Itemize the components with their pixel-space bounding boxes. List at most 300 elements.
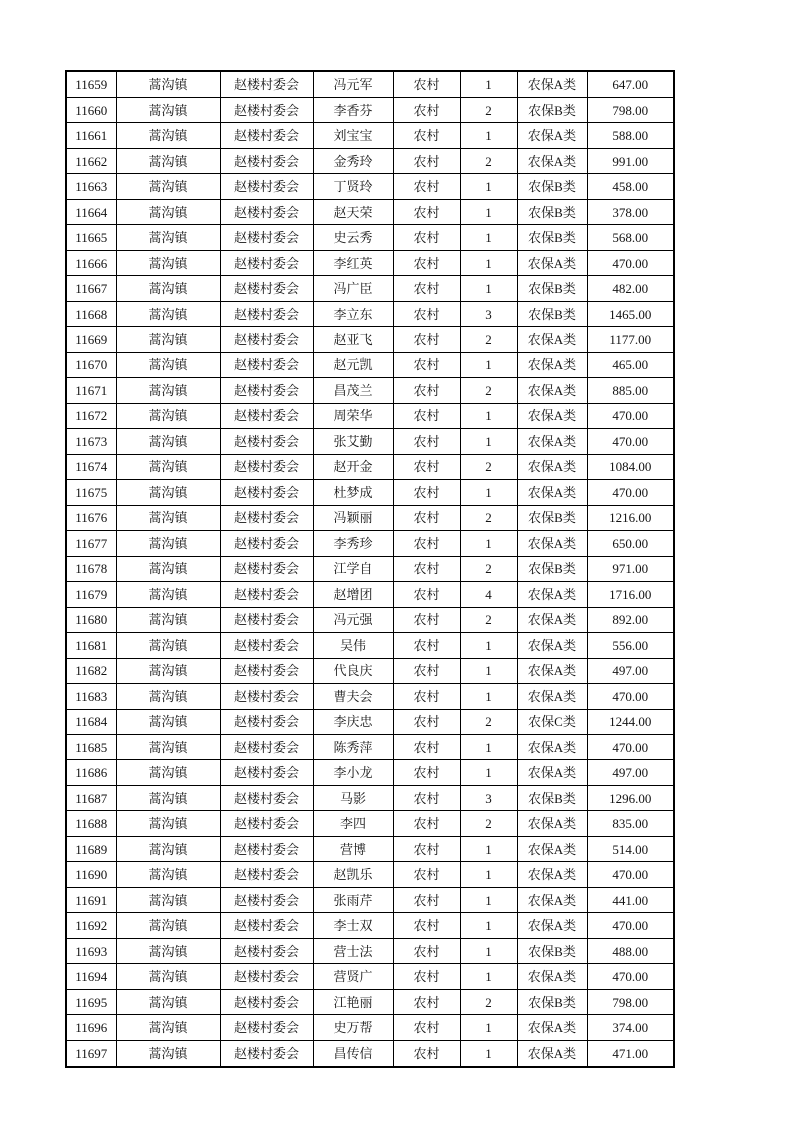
table-row [66, 684, 674, 709]
residence-type-cell: 农村 [393, 301, 460, 326]
person-count-cell: 1 [460, 684, 517, 709]
town-cell: 蒿沟镇 [116, 403, 220, 428]
pension-table [65, 70, 675, 1068]
record-id-cell: 11672 [66, 403, 116, 428]
insurance-category-cell: 农保A类 [517, 352, 587, 377]
person-count-cell: 3 [460, 785, 517, 810]
person-count-cell: 1 [460, 887, 517, 912]
amount-cell: 991.00 [587, 148, 674, 173]
person-name-cell: 赵增团 [313, 582, 393, 607]
residence-type-cell: 农村 [393, 148, 460, 173]
amount-cell: 497.00 [587, 760, 674, 785]
village-committee-cell: 赵楼村委会 [220, 378, 313, 403]
record-id-cell: 11684 [66, 709, 116, 734]
record-id-cell: 11683 [66, 684, 116, 709]
residence-type-cell: 农村 [393, 531, 460, 556]
record-id-cell: 11693 [66, 938, 116, 963]
amount-cell: 470.00 [587, 964, 674, 989]
town-cell: 蒿沟镇 [116, 862, 220, 887]
person-count-cell: 1 [460, 531, 517, 556]
insurance-category-cell: 农保A类 [517, 582, 587, 607]
record-id-cell: 11667 [66, 276, 116, 301]
record-id-cell: 11689 [66, 836, 116, 861]
village-committee-cell: 赵楼村委会 [220, 1015, 313, 1040]
town-cell: 蒿沟镇 [116, 123, 220, 148]
table-row [66, 174, 674, 199]
table-row [66, 913, 674, 938]
table-row [66, 1015, 674, 1040]
person-name-cell: 赵天荣 [313, 199, 393, 224]
village-committee-cell: 赵楼村委会 [220, 174, 313, 199]
table-row [66, 607, 674, 632]
table-row [66, 276, 674, 301]
amount-cell: 647.00 [587, 71, 674, 97]
residence-type-cell: 农村 [393, 887, 460, 912]
amount-cell: 1296.00 [587, 785, 674, 810]
record-id-cell: 11671 [66, 378, 116, 403]
town-cell: 蒿沟镇 [116, 429, 220, 454]
town-cell: 蒿沟镇 [116, 352, 220, 377]
insurance-category-cell: 农保A类 [517, 658, 587, 683]
person-count-cell: 2 [460, 505, 517, 530]
person-name-cell: 杜梦成 [313, 480, 393, 505]
person-count-cell: 1 [460, 199, 517, 224]
town-cell: 蒿沟镇 [116, 964, 220, 989]
insurance-category-cell: 农保A类 [517, 480, 587, 505]
person-count-cell: 1 [460, 250, 517, 275]
town-cell: 蒿沟镇 [116, 811, 220, 836]
residence-type-cell: 农村 [393, 1015, 460, 1040]
record-id-cell: 11678 [66, 556, 116, 581]
insurance-category-cell: 农保A类 [517, 403, 587, 428]
person-count-cell: 2 [460, 454, 517, 479]
person-count-cell: 2 [460, 556, 517, 581]
table-row [66, 123, 674, 148]
residence-type-cell: 农村 [393, 454, 460, 479]
insurance-category-cell: 农保B类 [517, 97, 587, 122]
amount-cell: 470.00 [587, 480, 674, 505]
table-row [66, 378, 674, 403]
amount-cell: 470.00 [587, 913, 674, 938]
amount-cell: 470.00 [587, 429, 674, 454]
person-name-cell: 江艳丽 [313, 989, 393, 1014]
table-row [66, 505, 674, 530]
record-id-cell: 11682 [66, 658, 116, 683]
residence-type-cell: 农村 [393, 964, 460, 989]
village-committee-cell: 赵楼村委会 [220, 556, 313, 581]
residence-type-cell: 农村 [393, 709, 460, 734]
village-committee-cell: 赵楼村委会 [220, 989, 313, 1014]
person-count-cell: 1 [460, 71, 517, 97]
person-count-cell: 2 [460, 607, 517, 632]
amount-cell: 470.00 [587, 250, 674, 275]
insurance-category-cell: 农保A类 [517, 429, 587, 454]
table-row [66, 785, 674, 810]
village-committee-cell: 赵楼村委会 [220, 429, 313, 454]
record-id-cell: 11662 [66, 148, 116, 173]
person-count-cell: 1 [460, 1015, 517, 1040]
amount-cell: 650.00 [587, 531, 674, 556]
insurance-category-cell: 农保A类 [517, 887, 587, 912]
record-id-cell: 11664 [66, 199, 116, 224]
amount-cell: 1177.00 [587, 327, 674, 352]
town-cell: 蒿沟镇 [116, 582, 220, 607]
insurance-category-cell: 农保B类 [517, 225, 587, 250]
village-committee-cell: 赵楼村委会 [220, 454, 313, 479]
town-cell: 蒿沟镇 [116, 785, 220, 810]
person-name-cell: 李士双 [313, 913, 393, 938]
village-committee-cell: 赵楼村委会 [220, 1040, 313, 1067]
person-count-cell: 1 [460, 938, 517, 963]
village-committee-cell: 赵楼村委会 [220, 123, 313, 148]
record-id-cell: 11665 [66, 225, 116, 250]
residence-type-cell: 农村 [393, 378, 460, 403]
village-committee-cell: 赵楼村委会 [220, 785, 313, 810]
insurance-category-cell: 农保B类 [517, 938, 587, 963]
insurance-category-cell: 农保A类 [517, 836, 587, 861]
table-row [66, 989, 674, 1014]
person-count-cell: 2 [460, 148, 517, 173]
amount-cell: 458.00 [587, 174, 674, 199]
record-id-cell: 11677 [66, 531, 116, 556]
person-name-cell: 史云秀 [313, 225, 393, 250]
village-committee-cell: 赵楼村委会 [220, 250, 313, 275]
person-count-cell: 1 [460, 633, 517, 658]
residence-type-cell: 农村 [393, 811, 460, 836]
person-name-cell: 冯广臣 [313, 276, 393, 301]
amount-cell: 470.00 [587, 403, 674, 428]
residence-type-cell: 农村 [393, 429, 460, 454]
residence-type-cell: 农村 [393, 352, 460, 377]
town-cell: 蒿沟镇 [116, 633, 220, 658]
town-cell: 蒿沟镇 [116, 760, 220, 785]
person-name-cell: 李庆忠 [313, 709, 393, 734]
person-name-cell: 李小龙 [313, 760, 393, 785]
village-committee-cell: 赵楼村委会 [220, 352, 313, 377]
town-cell: 蒿沟镇 [116, 531, 220, 556]
record-id-cell: 11686 [66, 760, 116, 785]
person-name-cell: 营贤广 [313, 964, 393, 989]
town-cell: 蒿沟镇 [116, 989, 220, 1014]
table-row [66, 148, 674, 173]
table-row [66, 199, 674, 224]
town-cell: 蒿沟镇 [116, 378, 220, 403]
record-id-cell: 11674 [66, 454, 116, 479]
village-committee-cell: 赵楼村委会 [220, 760, 313, 785]
person-name-cell: 周荣华 [313, 403, 393, 428]
person-name-cell: 代良庆 [313, 658, 393, 683]
residence-type-cell: 农村 [393, 480, 460, 505]
town-cell: 蒿沟镇 [116, 174, 220, 199]
person-count-cell: 1 [460, 225, 517, 250]
insurance-category-cell: 农保A类 [517, 964, 587, 989]
person-count-cell: 4 [460, 582, 517, 607]
table-row [66, 71, 674, 97]
record-id-cell: 11680 [66, 607, 116, 632]
insurance-category-cell: 农保A类 [517, 71, 587, 97]
person-name-cell: 营博 [313, 836, 393, 861]
table-row [66, 97, 674, 122]
residence-type-cell: 农村 [393, 199, 460, 224]
record-id-cell: 11694 [66, 964, 116, 989]
insurance-category-cell: 农保A类 [517, 607, 587, 632]
record-id-cell: 11687 [66, 785, 116, 810]
village-committee-cell: 赵楼村委会 [220, 684, 313, 709]
amount-cell: 441.00 [587, 887, 674, 912]
record-id-cell: 11670 [66, 352, 116, 377]
table-row [66, 1040, 674, 1067]
record-id-cell: 11675 [66, 480, 116, 505]
record-id-cell: 11696 [66, 1015, 116, 1040]
amount-cell: 488.00 [587, 938, 674, 963]
village-committee-cell: 赵楼村委会 [220, 276, 313, 301]
table-row [66, 735, 674, 760]
person-name-cell: 昌传信 [313, 1040, 393, 1067]
amount-cell: 885.00 [587, 378, 674, 403]
town-cell: 蒿沟镇 [116, 836, 220, 861]
village-committee-cell: 赵楼村委会 [220, 403, 313, 428]
table-row [66, 250, 674, 275]
person-name-cell: 冯颖丽 [313, 505, 393, 530]
town-cell: 蒿沟镇 [116, 556, 220, 581]
table-row [66, 811, 674, 836]
residence-type-cell: 农村 [393, 71, 460, 97]
amount-cell: 465.00 [587, 352, 674, 377]
town-cell: 蒿沟镇 [116, 276, 220, 301]
amount-cell: 470.00 [587, 684, 674, 709]
insurance-category-cell: 农保A类 [517, 378, 587, 403]
residence-type-cell: 农村 [393, 862, 460, 887]
amount-cell: 835.00 [587, 811, 674, 836]
person-name-cell: 丁贤玲 [313, 174, 393, 199]
insurance-category-cell: 农保A类 [517, 862, 587, 887]
person-name-cell: 史万帮 [313, 1015, 393, 1040]
village-committee-cell: 赵楼村委会 [220, 811, 313, 836]
residence-type-cell: 农村 [393, 735, 460, 760]
table-row [66, 352, 674, 377]
residence-type-cell: 农村 [393, 327, 460, 352]
amount-cell: 497.00 [587, 658, 674, 683]
amount-cell: 471.00 [587, 1040, 674, 1067]
table-row [66, 480, 674, 505]
town-cell: 蒿沟镇 [116, 887, 220, 912]
residence-type-cell: 农村 [393, 684, 460, 709]
insurance-category-cell: 农保A类 [517, 1015, 587, 1040]
residence-type-cell: 农村 [393, 938, 460, 963]
insurance-category-cell: 农保B类 [517, 174, 587, 199]
residence-type-cell: 农村 [393, 250, 460, 275]
town-cell: 蒿沟镇 [116, 1015, 220, 1040]
record-id-cell: 11685 [66, 735, 116, 760]
village-committee-cell: 赵楼村委会 [220, 607, 313, 632]
person-name-cell: 昌茂兰 [313, 378, 393, 403]
residence-type-cell: 农村 [393, 97, 460, 122]
amount-cell: 1465.00 [587, 301, 674, 326]
village-committee-cell: 赵楼村委会 [220, 531, 313, 556]
town-cell: 蒿沟镇 [116, 607, 220, 632]
record-id-cell: 11661 [66, 123, 116, 148]
person-name-cell: 马影 [313, 785, 393, 810]
table-row [66, 403, 674, 428]
record-id-cell: 11681 [66, 633, 116, 658]
record-id-cell: 11690 [66, 862, 116, 887]
person-count-cell: 1 [460, 123, 517, 148]
person-count-cell: 2 [460, 327, 517, 352]
insurance-category-cell: 农保A类 [517, 148, 587, 173]
person-count-cell: 1 [460, 174, 517, 199]
insurance-category-cell: 农保C类 [517, 709, 587, 734]
town-cell: 蒿沟镇 [116, 505, 220, 530]
person-name-cell: 赵凯乐 [313, 862, 393, 887]
village-committee-cell: 赵楼村委会 [220, 658, 313, 683]
record-id-cell: 11669 [66, 327, 116, 352]
insurance-category-cell: 农保A类 [517, 531, 587, 556]
person-name-cell: 张雨芹 [313, 887, 393, 912]
amount-cell: 556.00 [587, 633, 674, 658]
person-name-cell: 曹夫会 [313, 684, 393, 709]
village-committee-cell: 赵楼村委会 [220, 887, 313, 912]
record-id-cell: 11697 [66, 1040, 116, 1067]
person-name-cell: 金秀玲 [313, 148, 393, 173]
residence-type-cell: 农村 [393, 1040, 460, 1067]
residence-type-cell: 农村 [393, 633, 460, 658]
record-id-cell: 11659 [66, 71, 116, 97]
residence-type-cell: 农村 [393, 123, 460, 148]
amount-cell: 1216.00 [587, 505, 674, 530]
insurance-category-cell: 农保A类 [517, 735, 587, 760]
town-cell: 蒿沟镇 [116, 938, 220, 963]
person-name-cell: 刘宝宝 [313, 123, 393, 148]
town-cell: 蒿沟镇 [116, 709, 220, 734]
amount-cell: 892.00 [587, 607, 674, 632]
person-count-cell: 1 [460, 480, 517, 505]
table-row [66, 760, 674, 785]
person-name-cell: 赵开金 [313, 454, 393, 479]
table-row [66, 938, 674, 963]
insurance-category-cell: 农保B类 [517, 785, 587, 810]
table-row [66, 454, 674, 479]
person-name-cell: 吴伟 [313, 633, 393, 658]
person-name-cell: 陈秀萍 [313, 735, 393, 760]
town-cell: 蒿沟镇 [116, 658, 220, 683]
village-committee-cell: 赵楼村委会 [220, 913, 313, 938]
amount-cell: 378.00 [587, 199, 674, 224]
person-count-cell: 1 [460, 352, 517, 377]
insurance-category-cell: 农保B类 [517, 276, 587, 301]
table-row [66, 862, 674, 887]
village-committee-cell: 赵楼村委会 [220, 709, 313, 734]
record-id-cell: 11688 [66, 811, 116, 836]
person-count-cell: 1 [460, 735, 517, 760]
record-id-cell: 11673 [66, 429, 116, 454]
record-id-cell: 11666 [66, 250, 116, 275]
record-id-cell: 11668 [66, 301, 116, 326]
person-count-cell: 2 [460, 989, 517, 1014]
amount-cell: 470.00 [587, 735, 674, 760]
insurance-category-cell: 农保A类 [517, 913, 587, 938]
amount-cell: 374.00 [587, 1015, 674, 1040]
person-name-cell: 江学自 [313, 556, 393, 581]
person-count-cell: 1 [460, 913, 517, 938]
person-count-cell: 1 [460, 429, 517, 454]
insurance-category-cell: 农保A类 [517, 760, 587, 785]
person-count-cell: 2 [460, 378, 517, 403]
person-count-cell: 3 [460, 301, 517, 326]
record-id-cell: 11660 [66, 97, 116, 122]
person-count-cell: 2 [460, 97, 517, 122]
person-count-cell: 1 [460, 658, 517, 683]
town-cell: 蒿沟镇 [116, 735, 220, 760]
village-committee-cell: 赵楼村委会 [220, 480, 313, 505]
town-cell: 蒿沟镇 [116, 454, 220, 479]
town-cell: 蒿沟镇 [116, 684, 220, 709]
person-name-cell: 赵亚飞 [313, 327, 393, 352]
residence-type-cell: 农村 [393, 582, 460, 607]
person-name-cell: 冯元强 [313, 607, 393, 632]
insurance-category-cell: 农保B类 [517, 199, 587, 224]
village-committee-cell: 赵楼村委会 [220, 735, 313, 760]
record-id-cell: 11695 [66, 989, 116, 1014]
village-committee-cell: 赵楼村委会 [220, 225, 313, 250]
residence-type-cell: 农村 [393, 658, 460, 683]
table-row [66, 531, 674, 556]
table-row [66, 658, 674, 683]
town-cell: 蒿沟镇 [116, 1040, 220, 1067]
insurance-category-cell: 农保B类 [517, 556, 587, 581]
village-committee-cell: 赵楼村委会 [220, 71, 313, 97]
person-count-cell: 1 [460, 862, 517, 887]
village-committee-cell: 赵楼村委会 [220, 327, 313, 352]
residence-type-cell: 农村 [393, 607, 460, 632]
town-cell: 蒿沟镇 [116, 199, 220, 224]
amount-cell: 971.00 [587, 556, 674, 581]
insurance-category-cell: 农保A类 [517, 633, 587, 658]
residence-type-cell: 农村 [393, 913, 460, 938]
town-cell: 蒿沟镇 [116, 225, 220, 250]
village-committee-cell: 赵楼村委会 [220, 301, 313, 326]
amount-cell: 1716.00 [587, 582, 674, 607]
insurance-category-cell: 农保A类 [517, 327, 587, 352]
residence-type-cell: 农村 [393, 403, 460, 428]
person-name-cell: 李立东 [313, 301, 393, 326]
record-id-cell: 11679 [66, 582, 116, 607]
residence-type-cell: 农村 [393, 989, 460, 1014]
table-row [66, 556, 674, 581]
person-count-cell: 2 [460, 811, 517, 836]
town-cell: 蒿沟镇 [116, 480, 220, 505]
person-count-cell: 1 [460, 403, 517, 428]
insurance-category-cell: 农保A类 [517, 684, 587, 709]
amount-cell: 588.00 [587, 123, 674, 148]
table-row [66, 709, 674, 734]
person-count-cell: 1 [460, 1040, 517, 1067]
village-committee-cell: 赵楼村委会 [220, 964, 313, 989]
table-row [66, 964, 674, 989]
town-cell: 蒿沟镇 [116, 71, 220, 97]
person-count-cell: 1 [460, 836, 517, 861]
record-id-cell: 11691 [66, 887, 116, 912]
table-row [66, 836, 674, 861]
person-name-cell: 张艾勤 [313, 429, 393, 454]
table-row [66, 429, 674, 454]
town-cell: 蒿沟镇 [116, 327, 220, 352]
town-cell: 蒿沟镇 [116, 148, 220, 173]
insurance-category-cell: 农保A类 [517, 454, 587, 479]
amount-cell: 568.00 [587, 225, 674, 250]
residence-type-cell: 农村 [393, 225, 460, 250]
person-count-cell: 1 [460, 964, 517, 989]
village-committee-cell: 赵楼村委会 [220, 505, 313, 530]
